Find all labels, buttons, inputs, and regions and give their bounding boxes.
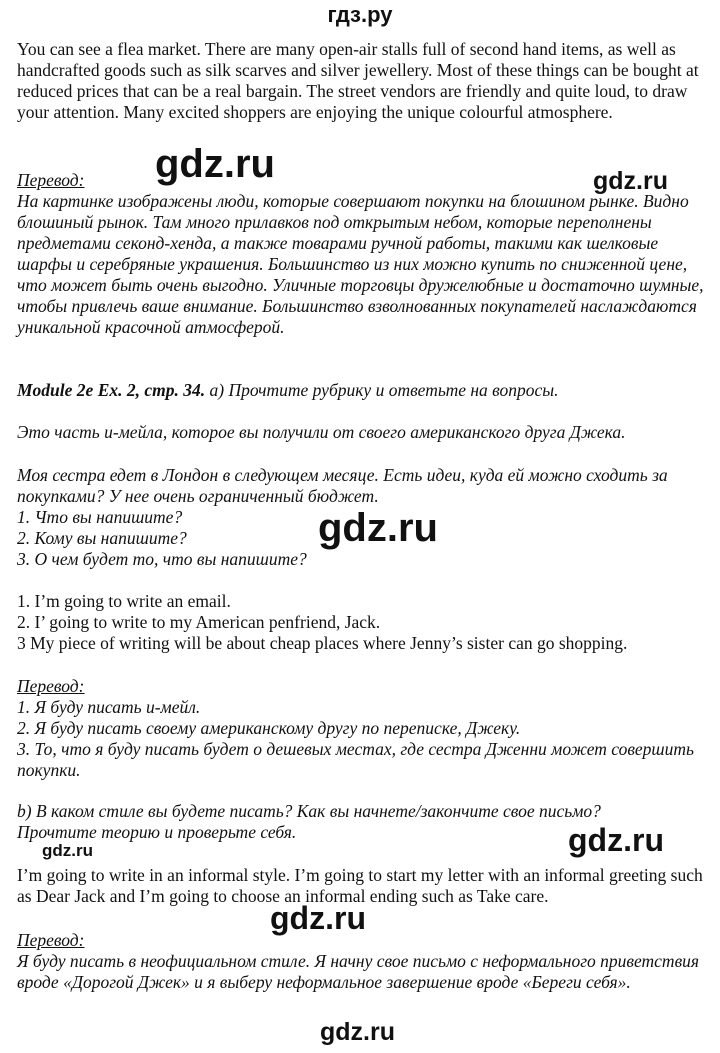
answer-2: 2. I’ going to write to my American penfriend, Jack. — [17, 612, 381, 632]
watermark: gdz.ru — [42, 841, 93, 860]
watermark: gdz.ru — [568, 822, 664, 858]
part-b-translation-label: Перевод: — [17, 930, 85, 950]
question-1: 1. Что вы напишите? — [17, 507, 183, 527]
answers-translation-label: Перевод: — [17, 676, 85, 696]
answer-3: 3 My piece of writing will be about cheap places where Jenny’s sister can go shopping. — [17, 633, 628, 653]
watermark: gdz.ru — [320, 1018, 395, 1046]
email-intro: Это часть и-мейла, которое вы получили от своего американского друга Джека. — [17, 422, 626, 442]
translation-label: Перевод: — [17, 170, 85, 190]
site-header[interactable]: гдз.ру — [327, 2, 393, 27]
translation-1: 1. Я буду писать и-мейл. — [17, 697, 201, 717]
question-3: 3. О чем будет то, что вы напишите? — [17, 549, 307, 569]
watermark: gdz.ru — [270, 900, 366, 936]
answer-1: 1. I’m going to write an email. — [17, 591, 231, 611]
flea-market-translation: На картинке изображены люди, которые совершают покупки на блошином рынке. Видно блошиный рынок. Там много прилавков под открытым небом, которые переполнены предметами секонд-хенда, а также товарами ручной работы, такими как шелковые шарфы и серебряные украшения. Большинство из них можно купить по сниженной цене, что может быть очень выгодно. Уличные торговцы дружелюбные и достаточно шумные, чтобы привлечь ваше внимание. Большинство взволнованных покупателей наслаждаются уникальной красочной атмосферой. — [17, 191, 704, 337]
module-heading — [17, 380, 707, 401]
part-b-question: b) В каком стиле вы будете писать? Как вы начнете/закончите свое письмо? Прочтите теорию и проверьте себя. — [17, 801, 601, 842]
watermark: gdz.ru — [155, 142, 275, 186]
watermark: gdz.ru — [318, 506, 438, 550]
translation-2: 2. Я буду писать своему американскому другу по переписке, Джеку. — [17, 718, 521, 738]
part-b-answer: I’m going to write in an informal style. I’m going to start my letter with an informal greeting such as Dear Jack and I’m going to choose an informal ending such as Take care. — [17, 865, 703, 906]
watermark: gdz.ru — [593, 167, 668, 195]
module-heading-bold: Module 2e Ex. 2, стр. 34. — [17, 380, 206, 400]
translation-3: 3. То, что я буду писать будет о дешевых местах, где сестра Дженни может совершить покупки. — [17, 739, 694, 780]
flea-market-description: You can see a flea market. There are many open-air stalls full of second hand items, as well as handcrafted goods such as silk scarves and silver jewellery. Most of these things can be bought at reduced prices that can be a real bargain. The street vendors are friendly and quite loud, to draw your attention. Many excited shoppers are enjoying the unique colourful atmosphere. — [17, 39, 699, 122]
module-heading-rest: а) Прочтите рубрику и ответьте на вопросы. — [205, 380, 559, 400]
part-b-translation: Я буду писать в неофициальном стиле. Я начну свое письмо с неформального приветствия вроде «Дорогой Джек» и я выберу неформальное завершение вроде «Береги себя». — [17, 951, 700, 992]
email-text: Моя сестра едет в Лондон в следующем месяце. Есть идеи, куда ей можно сходить за покупками? У нее очень ограниченный бюджет. — [17, 465, 668, 506]
question-2: 2. Кому вы напишите? — [17, 528, 187, 548]
